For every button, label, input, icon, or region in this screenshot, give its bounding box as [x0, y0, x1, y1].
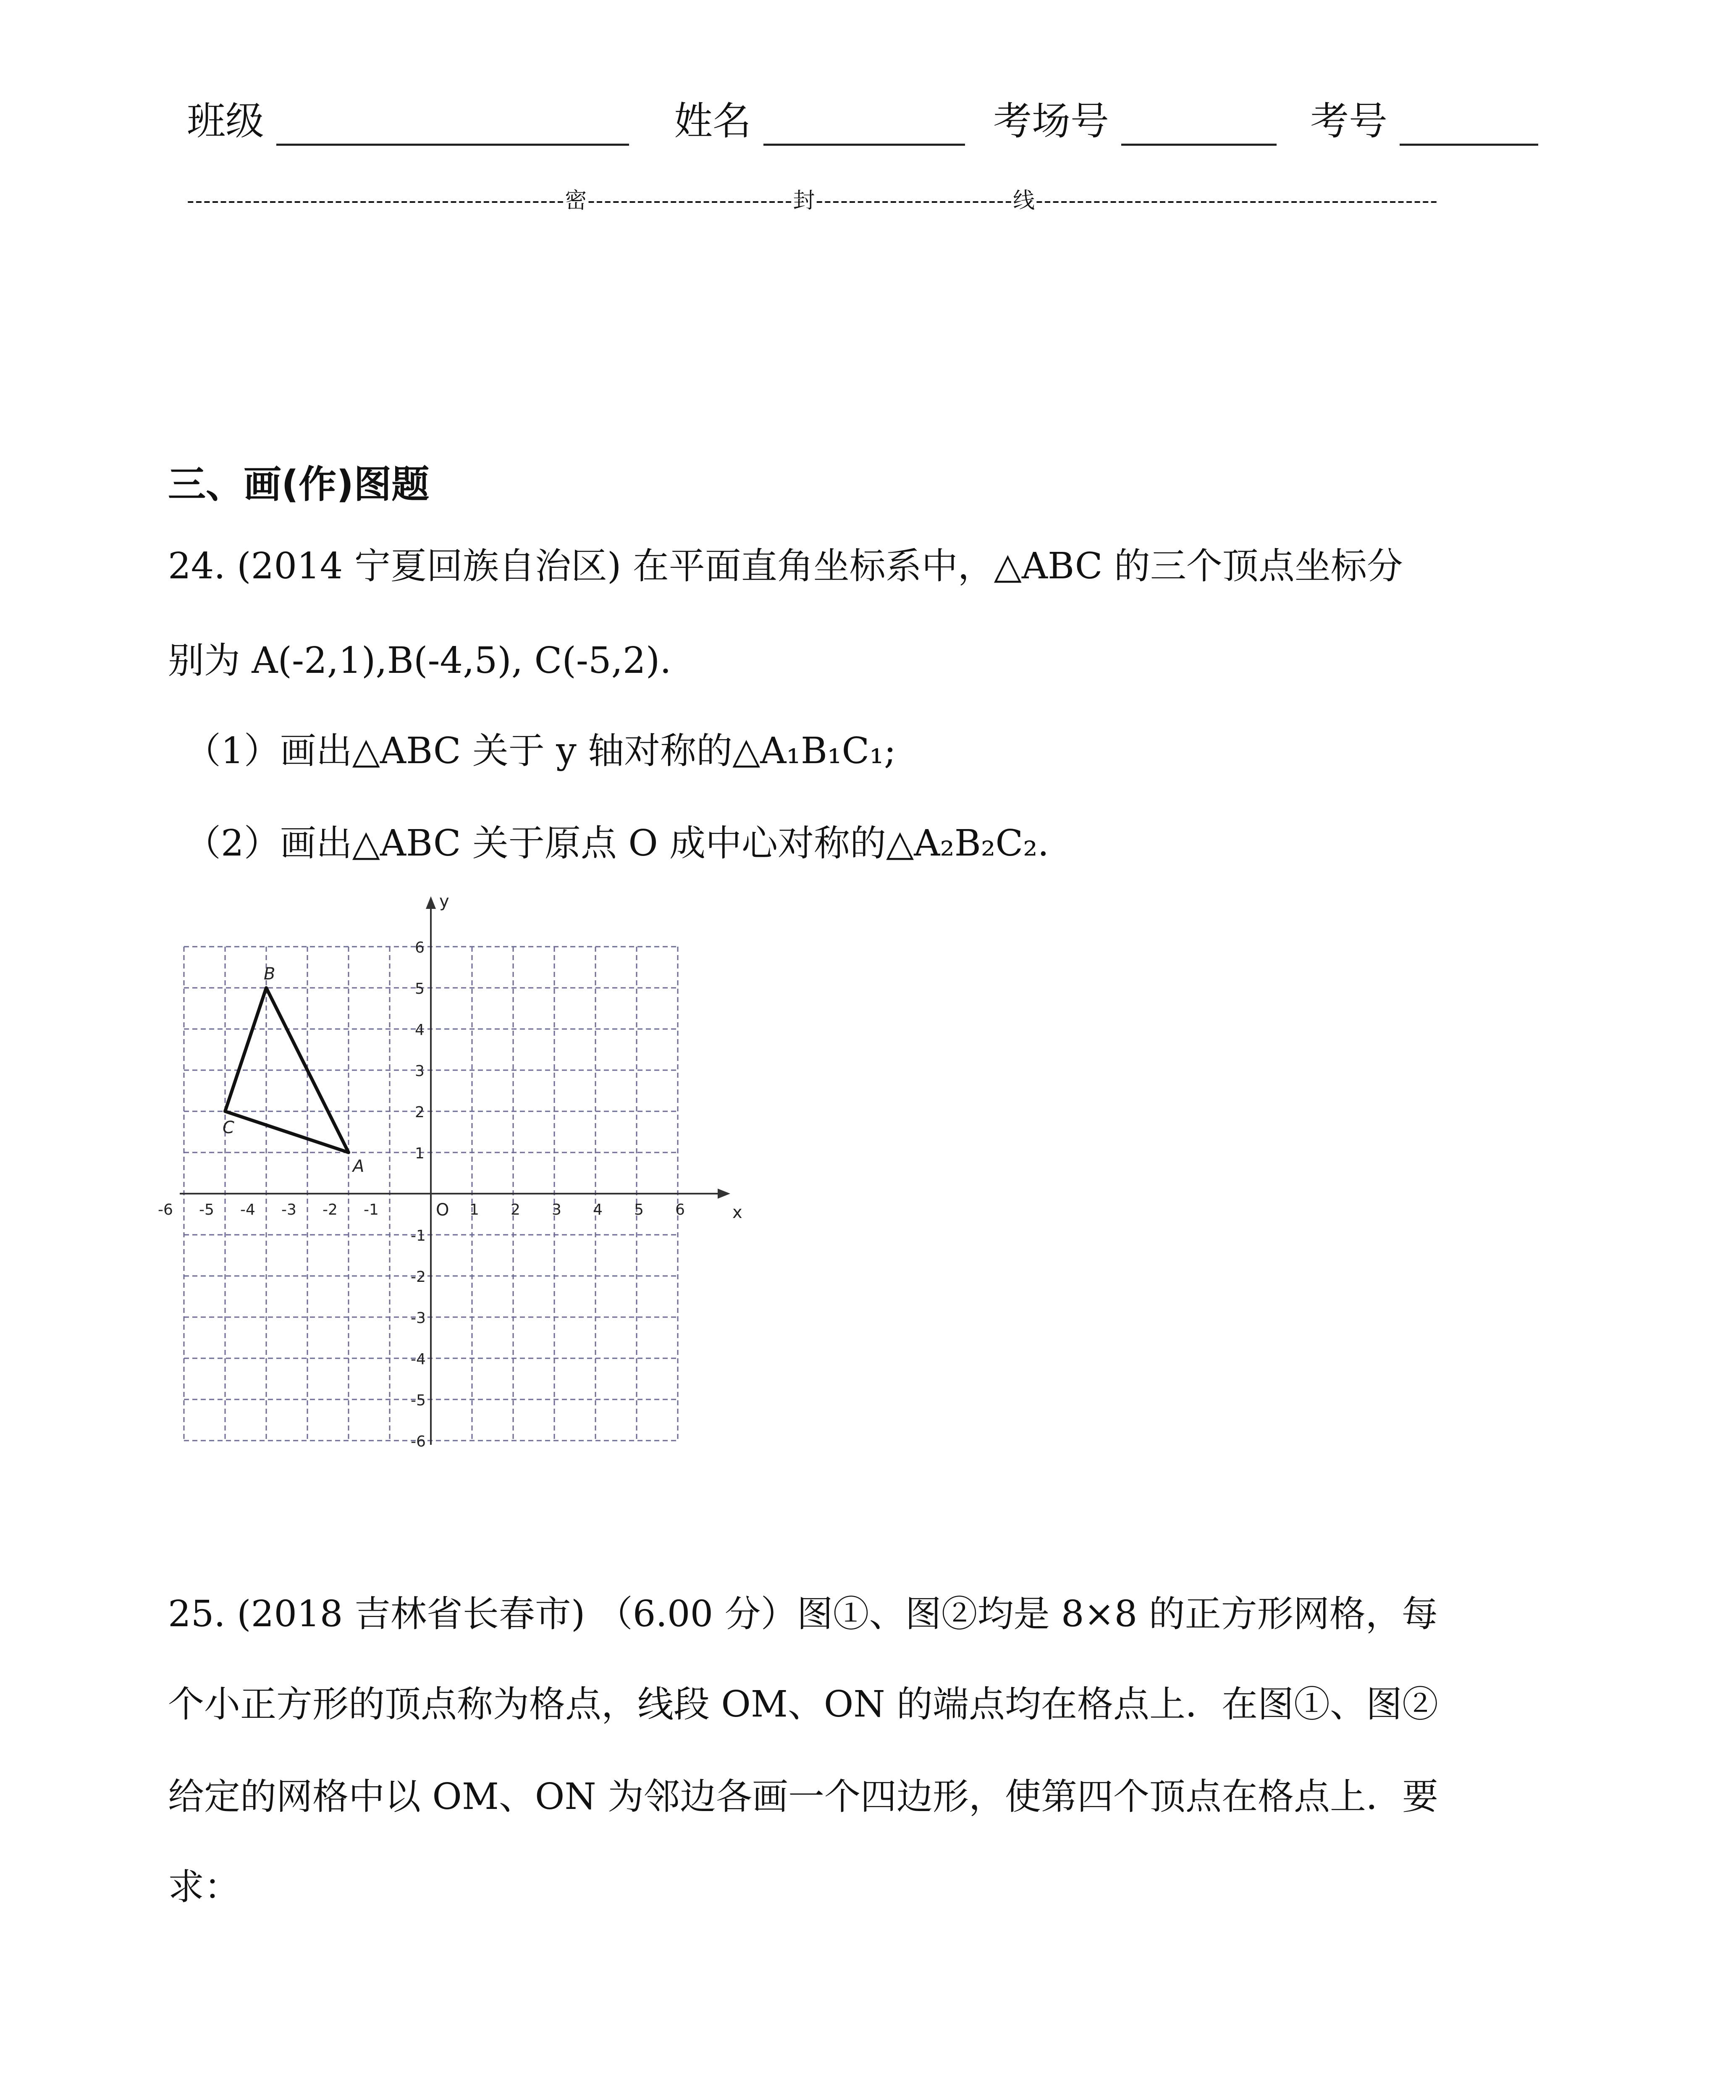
seal-line: ----------------------------------------------密-------------------------封------------------------线-------------------------------------------------: [187, 188, 1439, 213]
x-tick-label: 4: [593, 1201, 603, 1218]
name-field: [674, 90, 965, 146]
axes: [180, 896, 730, 1445]
y-tick-label: 1: [415, 1145, 425, 1162]
coordinate-grid-figure: [158, 890, 777, 1478]
class-label: 班级: [187, 99, 265, 144]
x-tick-label: -6: [158, 1201, 173, 1218]
y-tick-label: -2: [411, 1268, 426, 1286]
y-tick-label: 5: [415, 980, 425, 998]
origin-label: O: [436, 1200, 449, 1220]
q24-line2: 别为 A(-2,1),B(-4,5), C(-5,2).: [168, 640, 671, 682]
x-tick-label: 6: [675, 1201, 685, 1218]
name-blank[interactable]: [763, 110, 965, 146]
vertex-label-a: A: [353, 1157, 365, 1176]
x-tick-label: 1: [469, 1201, 479, 1218]
y-tick-label: 6: [415, 939, 425, 956]
room-label: 考场号: [993, 99, 1109, 144]
q25-line2: 个小正方形的顶点称为格点，线段 OM、ON 的端点均在格点上．在图①、图②: [168, 1683, 1438, 1725]
vertex-label-c: C: [223, 1118, 234, 1137]
y-axis-arrow: [426, 896, 436, 909]
y-tick-label: -1: [411, 1227, 426, 1244]
y-tick-label: 2: [415, 1104, 425, 1121]
room-blank[interactable]: [1121, 110, 1277, 146]
room-field: [993, 90, 1277, 146]
y-tick-label: 3: [415, 1063, 425, 1080]
y-tick-label: -3: [411, 1310, 426, 1327]
class-blank[interactable]: [276, 110, 629, 146]
y-tick-label: -5: [411, 1392, 426, 1409]
q24-sub2: （2）画出△ABC 关于原点 O 成中心对称的△A₂B₂C₂.: [185, 822, 1049, 864]
q25-line4: 求：: [168, 1866, 240, 1908]
y-tick-label: -6: [411, 1433, 426, 1450]
x-tick-label: -5: [199, 1201, 214, 1218]
x-tick-label: -3: [281, 1201, 296, 1218]
x-tick-label: -1: [364, 1201, 379, 1218]
class-field: [187, 90, 629, 146]
x-axis-arrow: [718, 1189, 730, 1199]
x-tick-label: 2: [511, 1201, 520, 1218]
section-title: 三、画(作)图题: [168, 462, 430, 507]
name-label: 姓名: [674, 99, 752, 144]
y-axis-label: y: [439, 892, 449, 911]
q25-line1: 25. (2018 吉林省长春市) （6.00 分）图①、图②均是 8×8 的正方形网格，每: [168, 1593, 1438, 1635]
exam-no-label: 考号: [1310, 99, 1388, 144]
exam-no-blank[interactable]: [1400, 110, 1538, 146]
x-axis-label: x: [732, 1203, 742, 1222]
y-tick-label: -4: [411, 1351, 426, 1368]
vertex-label-b: B: [264, 964, 275, 984]
x-tick-label: 3: [552, 1201, 561, 1218]
exam-no-field: [1310, 90, 1538, 146]
q25-line3: 给定的网格中以 OM、ON 为邻边各画一个四边形，使第四个顶点在格点上．要: [168, 1776, 1438, 1818]
tick-labels: [158, 939, 685, 1450]
x-tick-label: -4: [240, 1201, 255, 1218]
q24-sub1: （1）画出△ABC 关于 y 轴对称的△A₁B₁C₁;: [185, 730, 896, 772]
q24-line1: 24. (2014 宁夏回族自治区) 在平面直角坐标系中，△ABC 的三个顶点坐标分: [168, 545, 1403, 587]
x-tick-label: 5: [634, 1201, 644, 1218]
y-tick-label: 4: [415, 1021, 425, 1039]
x-tick-label: -2: [323, 1201, 338, 1218]
